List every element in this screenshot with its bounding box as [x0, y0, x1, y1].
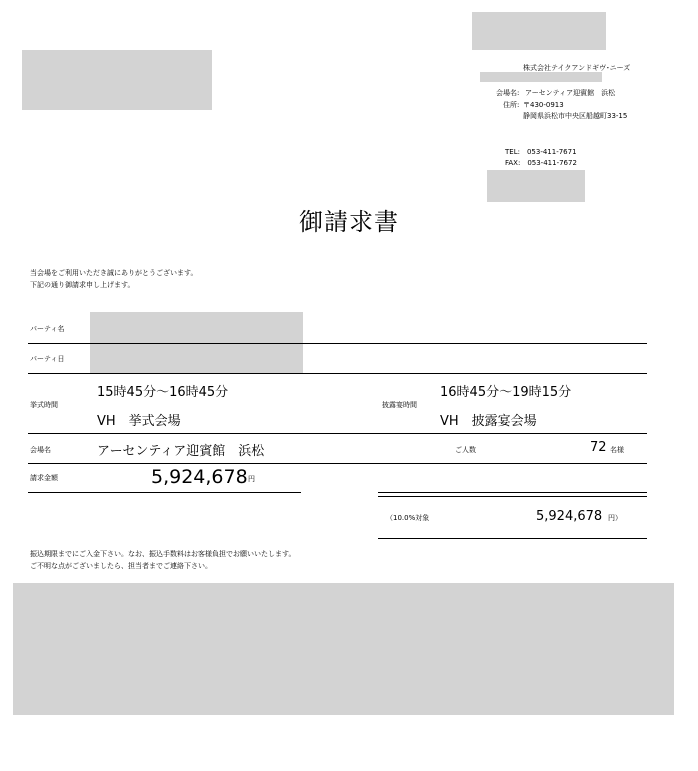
- greeting-line-2: 下記の通り御請求申し上げます。: [30, 281, 135, 289]
- document-title: 御請求書: [299, 208, 399, 236]
- redacted-logo: [22, 50, 212, 110]
- guests-unit: 名様: [610, 446, 624, 454]
- table-line-3: [28, 433, 647, 434]
- company-name: 株式会社テイクアンドギヴ･ニーズ: [523, 64, 631, 72]
- amount-value: 5,924,678: [151, 466, 248, 488]
- table-line-2: [28, 373, 647, 374]
- tax-label: （10.0%対象: [386, 514, 430, 522]
- company-fax: FAX: 053-411-7672: [505, 159, 577, 167]
- footer-line-1: 振込期限までにご入金下さい。なお、振込手数料はお客様負担でお願いいたします。: [30, 550, 296, 558]
- redacted-stamp: [487, 170, 585, 202]
- ceremony-time: 15時45分～16時45分: [97, 385, 229, 400]
- redacted-company-logo: [472, 12, 606, 50]
- company-address: 静岡県浜松市中央区船越町33-15: [523, 112, 628, 120]
- company-tel: TEL: 053-411-7671: [505, 148, 577, 156]
- reception-time-label: 披露宴時間: [382, 401, 417, 409]
- venue-value: アーセンティア迎賓館 浜松: [97, 444, 265, 459]
- ceremony-venue: VH 挙式会場: [97, 414, 181, 429]
- company-venue-label: 会場名:: [496, 89, 520, 97]
- tax-value: 5,924,678: [536, 509, 603, 524]
- ceremony-time-label: 挙式時間: [30, 401, 58, 409]
- party-name-label: パーティ名: [30, 325, 65, 333]
- redacted-bottom-area: [13, 583, 674, 715]
- table-line-5-left: [28, 492, 301, 493]
- venue-label: 会場名: [30, 446, 51, 454]
- guests-value: 72: [590, 440, 607, 455]
- table-line-5-right: [378, 492, 647, 493]
- redacted-company-line: [480, 72, 602, 82]
- footer-line-2: ご不明な点がございましたら、担当者までご連絡下さい。: [30, 562, 212, 570]
- table-line-7: [378, 538, 647, 539]
- reception-venue: VH 披露宴会場: [440, 414, 537, 429]
- guests-label: ご人数: [455, 446, 476, 454]
- table-line-6: [378, 496, 647, 497]
- amount-unit: 円: [248, 475, 255, 483]
- tax-unit: 円）: [608, 514, 622, 522]
- company-address-label: 住所:: [503, 101, 520, 109]
- table-line-1: [28, 343, 647, 344]
- company-postal: 〒430-0913: [523, 101, 564, 109]
- party-date-label: パーティ日: [30, 355, 65, 363]
- table-line-4: [28, 463, 647, 464]
- reception-time: 16時45分～19時15分: [440, 385, 572, 400]
- greeting-line-1: 当会場をご利用いただき誠にありがとうございます。: [30, 269, 198, 277]
- amount-label: 請求金額: [30, 474, 58, 482]
- company-venue-name: アーセンティア迎賓館 浜松: [525, 89, 616, 97]
